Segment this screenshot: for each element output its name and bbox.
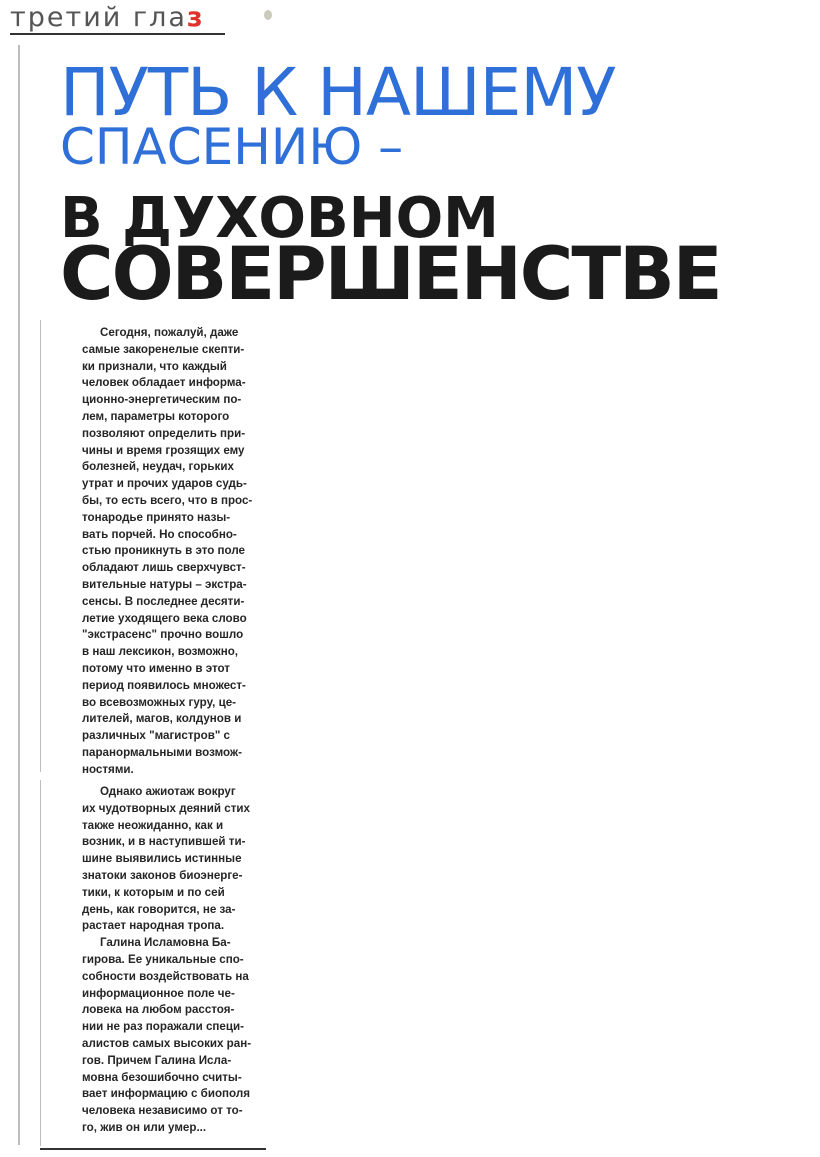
text-line: обладают лишь сверхчувст- — [82, 561, 246, 575]
text-line: паранормальными возмож- — [82, 745, 242, 759]
text-line: гирова. Ее уникальные спо- — [82, 952, 244, 966]
text-line: возник, и в наступившей ти- — [82, 835, 246, 849]
scan-stain-mark — [264, 10, 272, 20]
magazine-section-header — [10, 2, 205, 33]
text-line: шине выявились истинные — [82, 852, 242, 866]
text-line: потому что именно в этот — [82, 661, 230, 675]
text-line: бы, то есть всего, что в прос- — [82, 493, 253, 507]
text-line: го, жив он или умер... — [82, 1120, 207, 1134]
text-line: болезней, неудач, горьких — [82, 460, 234, 474]
text-line: Галина Исламовна Ба- — [100, 936, 231, 950]
column-side-rule — [40, 320, 41, 772]
text-line: собности воздействовать на — [82, 969, 249, 983]
text-line: утрат и прочих ударов судь- — [82, 477, 247, 491]
text-line: гов. Причем Галина Исла- — [82, 1053, 232, 1067]
column-side-rule — [40, 780, 41, 1146]
text-line: в наш лексикон, возможно, — [82, 645, 238, 659]
text-line: чины и время грозящих ему — [82, 443, 245, 457]
text-line: вает информацию с биополя — [82, 1087, 250, 1101]
headline-line-2: СПАСЕНИЮ – — [60, 118, 404, 176]
text-line: растает народная тропа. — [82, 919, 225, 933]
text-line: самые закоренелые скепти- — [82, 342, 245, 356]
text-line: лем, параметры которого — [82, 409, 230, 423]
text-line: мовна безошибочно считы- — [82, 1070, 242, 1084]
text-line: информационное поле че- — [82, 986, 235, 1000]
text-line: период появилось множест- — [82, 678, 246, 692]
text-line: нии не раз поражали специ- — [82, 1020, 244, 1034]
headline-line-1: ПУТЬ К НАШЕМУ — [60, 54, 616, 131]
text-line: вать порчей. Но способно- — [82, 527, 237, 541]
article-paragraph-1 — [82, 325, 254, 779]
footer-rule — [40, 1148, 266, 1150]
text-line: человека независимо от то- — [82, 1104, 243, 1118]
text-line: стью проникнуть в это поле — [82, 544, 245, 558]
text-line: во всевозможных гуру, це- — [82, 695, 237, 709]
text-line: тонародье принято назы- — [82, 510, 231, 524]
text-line: также неожиданно, как и — [82, 818, 224, 832]
headline-line-4: СОВЕРШЕНСТВЕ — [60, 232, 721, 317]
article-paragraphs-2-3 — [82, 784, 254, 1137]
text-line: лителей, магов, колдунов и — [82, 712, 242, 726]
header-underline — [10, 33, 225, 35]
text-line: различных "магистров" с — [82, 729, 230, 743]
text-line: день, как говорится, не за- — [82, 902, 236, 916]
text-line: ки признали, что каждый — [82, 359, 227, 373]
text-line: алистов самых высоких ран- — [82, 1036, 252, 1050]
section-name: третий гла — [10, 2, 187, 33]
text-line: вительные натуры – экстра- — [82, 577, 247, 591]
text-line: Сегодня, пожалуй, даже — [100, 326, 239, 339]
text-line: позволяют определить при- — [82, 426, 246, 440]
text-line: летие уходящего века слово — [82, 611, 247, 625]
headline-line-3: В ДУХОВНОМ — [60, 186, 499, 251]
text-line: ционно-энергетическим по- — [82, 393, 242, 407]
text-line: знатоки законов биоэнерге- — [82, 868, 243, 882]
text-line: сенсы. В последнее десяти- — [82, 594, 245, 608]
text-line: Однако ажиотаж вокруг — [100, 785, 236, 798]
section-name-accent-letter: з — [186, 2, 205, 33]
text-line: ностями. — [82, 762, 134, 776]
text-line: ловека на любом расстоя- — [82, 1003, 235, 1017]
text-line: человек обладает информа- — [82, 376, 246, 390]
text-line: тики, к которым и по сей — [82, 885, 225, 899]
page-left-rule — [18, 45, 20, 1145]
text-line: "экстрасенс" прочно вошло — [82, 628, 244, 642]
text-line: их чудотворных деяний стих — [82, 801, 250, 815]
